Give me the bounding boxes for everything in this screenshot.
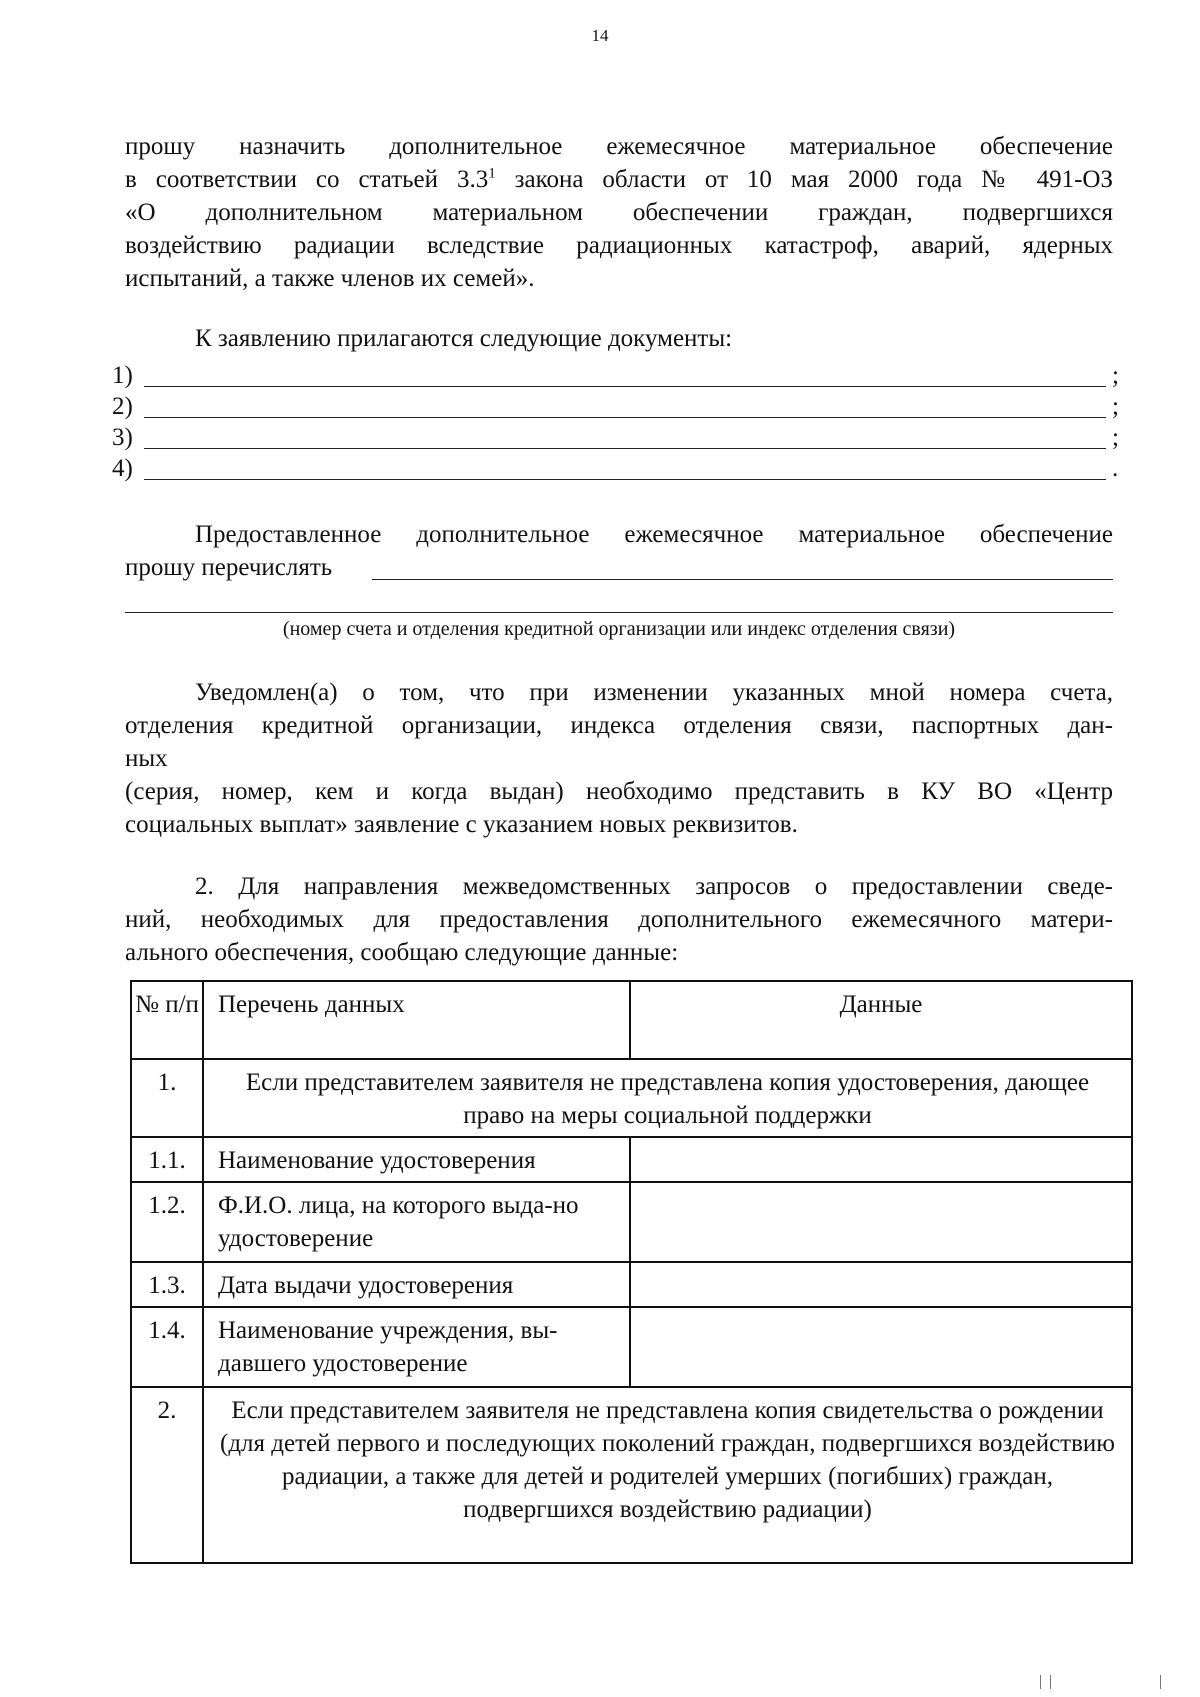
table-header-row: [131, 981, 1132, 1059]
attachment-row: [112, 455, 1132, 485]
transfer-paragraph: [125, 518, 1113, 551]
notice-first-line: [125, 676, 1113, 709]
data-table: [130, 980, 1133, 1564]
account-fill-line[interactable]: [372, 579, 1113, 580]
intro-line2-rest: закона области от 10 мая 2000 года № 491-ОЗ: [514, 166, 1113, 193]
attachment-fill-line[interactable]: [144, 448, 1106, 449]
account-caption: (номер счета и отделения кредитной организации или индекс отделения связи): [282, 618, 956, 640]
row-value-cell[interactable]: [630, 1307, 1132, 1387]
intro-line2-prefix: в соответствии со статьей 3.3: [125, 166, 489, 193]
section2-first-line: [125, 870, 1113, 903]
table-row: [131, 1059, 1132, 1137]
row-value-cell[interactable]: [630, 1137, 1132, 1182]
header-name: Перечень данных: [203, 981, 630, 1059]
row-name: Наименование удостоверения: [203, 1137, 630, 1182]
attachment-fill-line[interactable]: [144, 479, 1106, 480]
attachment-fill-line[interactable]: [144, 386, 1106, 387]
page-number: 14: [591, 26, 609, 45]
section2-paragraph: [125, 903, 1113, 969]
section2-line: ального обеспечения, сообщаю следующие данные:: [125, 939, 679, 966]
row-name: Ф.И.О. лица, на которого выда-но удостоверение: [203, 1182, 630, 1262]
scan-edge-mark: [1160, 1675, 1161, 1689]
attachment-number: 4): [112, 455, 133, 482]
attachment-number: 2): [112, 393, 133, 420]
transfer-request: прошу перечислять: [125, 554, 333, 581]
notice-line: отделения кредитной организации, индекса отделения связи, паспортных дан-: [125, 712, 1113, 739]
attachment-end-mark: .: [1112, 455, 1119, 482]
attachments-title: К заявлению прилагаются следующие документы:: [195, 325, 733, 352]
row-heading: Если представителем заявителя не представлена копия удостоверения, дающее право на меры социальной поддержки: [203, 1059, 1132, 1137]
table-row: [131, 1262, 1132, 1307]
intro-paragraph: [125, 130, 1113, 295]
intro-line: прошу назначить дополнительное ежемесячное материальное обеспечение: [125, 133, 1113, 160]
row-num: 2.: [131, 1387, 203, 1563]
row-num: 1.3.: [131, 1262, 203, 1307]
row-num: 1.4.: [131, 1307, 203, 1387]
attachment-number: 3): [112, 424, 133, 451]
intro-line: воздействию радиации вследствие радиационных катастроф, аварий, ядерных: [125, 232, 1113, 259]
row-num: 1.1.: [131, 1137, 203, 1182]
section2-line: ний, необходимых для предоставления дополнительного ежемесячного матери-: [125, 906, 1113, 933]
intro-line: [125, 163, 1113, 196]
section2-line: 2. Для направления межведомственных запросов о предоставлении сведе-: [195, 873, 1113, 900]
transfer-line: Предоставленное дополнительное ежемесячное материальное обеспечение: [195, 521, 1113, 548]
attachment-row: [112, 393, 1132, 423]
footnote-superscript: 1: [488, 165, 496, 182]
table-row: [131, 1137, 1132, 1182]
row-num: 1.: [131, 1059, 203, 1137]
attachment-end-mark: ;: [1112, 424, 1119, 451]
attachment-end-mark: ;: [1112, 362, 1119, 389]
row-value-cell[interactable]: [630, 1182, 1132, 1262]
header-data: Данные: [630, 981, 1132, 1059]
notice-line: ных: [125, 745, 168, 772]
notice-paragraph: [125, 709, 1113, 841]
attachment-end-mark: ;: [1112, 393, 1119, 420]
notice-line: социальных выплат» заявление с указанием новых реквизитов.: [125, 811, 798, 838]
table-row: [131, 1387, 1132, 1563]
attachment-row: [112, 362, 1132, 392]
row-num: 1.2.: [131, 1182, 203, 1262]
notice-line: (серия, номер, кем и когда выдан) необходимо представить в КУ ВО «Центр: [125, 778, 1113, 805]
attachment-row: [112, 424, 1132, 454]
attachment-fill-line[interactable]: [144, 417, 1106, 418]
header-num: № п/п: [131, 981, 203, 1059]
table-row: [131, 1307, 1132, 1387]
notice-line: Уведомлен(а) о том, что при изменении указанных мной номера счета,: [195, 679, 1113, 706]
intro-line: «О дополнительном материальном обеспечении граждан, подвергшихся: [125, 199, 1113, 226]
row-heading: Если представителем заявителя не представлена копия свидетельства о рождении (для детей первого и последующих поколений граждан, подвергшихся воздействию радиации, а также для детей и родителей умерших (погибших) граждан, подвергшихся воздействию радиации): [203, 1387, 1132, 1563]
scan-edge-mark: [1040, 1675, 1041, 1689]
scan-edge-mark: [1050, 1675, 1051, 1689]
row-name: Наименование учреждения, вы-давшего удостоверение: [203, 1307, 630, 1387]
table-row: [131, 1182, 1132, 1262]
account-fill-line-2[interactable]: [125, 612, 1113, 613]
intro-line: испытаний, а также членов их семей».: [125, 265, 535, 292]
attachment-number: 1): [112, 362, 133, 389]
row-value-cell[interactable]: [630, 1262, 1132, 1307]
row-name: Дата выдачи удостоверения: [203, 1262, 630, 1307]
